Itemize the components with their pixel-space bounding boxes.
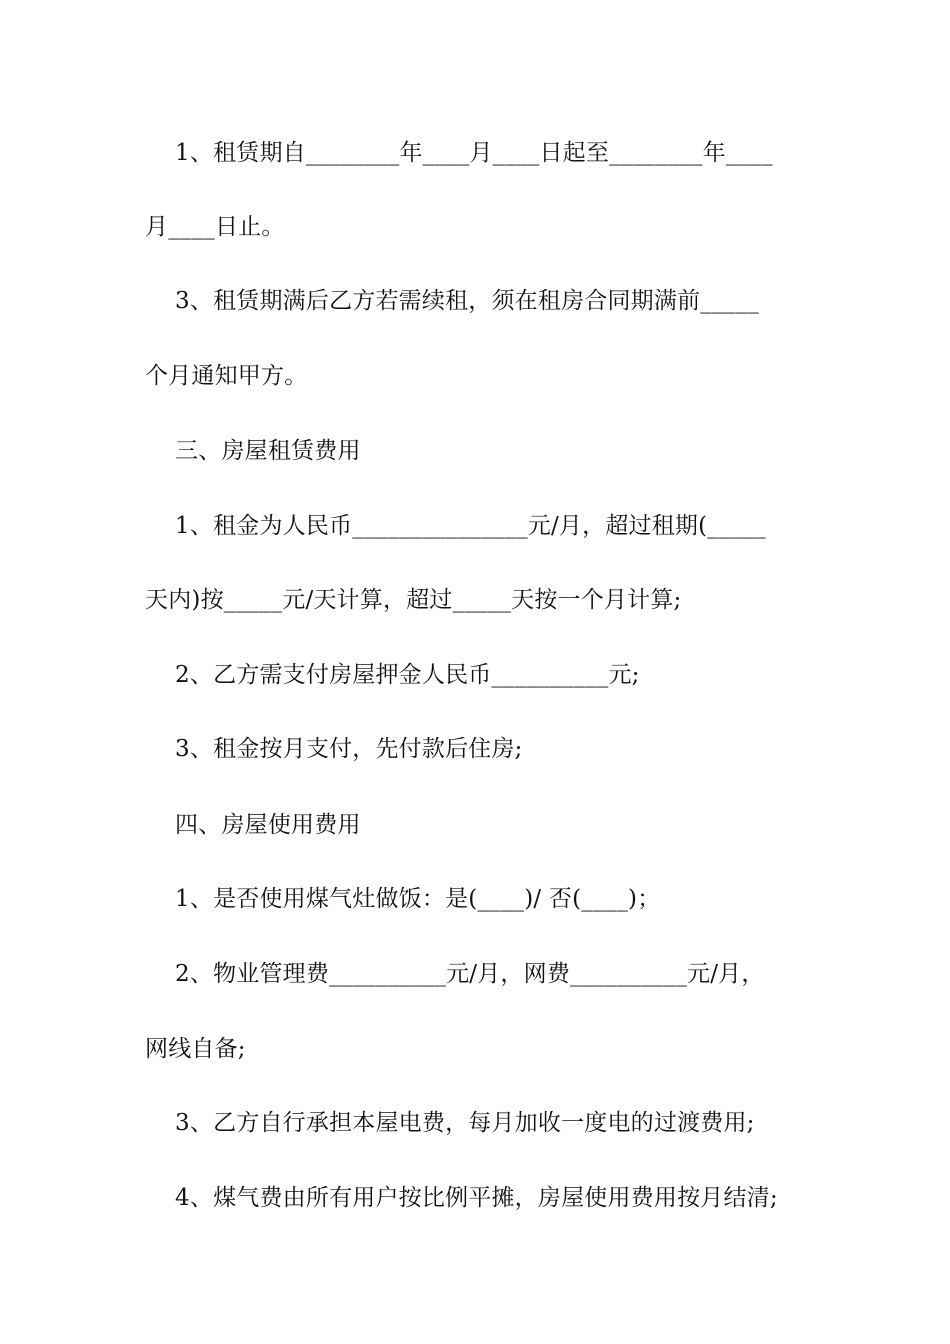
rent-amount-line-2: 天内)按_____元/天计算，超过_____天按一个月计算; — [145, 587, 682, 613]
electricity-fee-line: 3、乙方自行承担本屋电费，每月加收一度电的过渡费用; — [145, 1110, 755, 1136]
lease-term-line-1: 1、租赁期自________年____月____日起至________年____ — [145, 140, 773, 166]
section-heading-rent-fees: 三、房屋租赁费用 — [145, 438, 361, 464]
payment-method-line: 3、租金按月支付，先付款后住房; — [145, 736, 523, 762]
property-fee-line-1: 2、物业管理费__________元/月，网费__________元/月， — [145, 961, 765, 987]
lease-term-line-2: 月____日止。 — [145, 214, 285, 240]
deposit-line: 2、乙方需支付房屋押金人民币__________元; — [145, 662, 640, 688]
rent-amount-line-1: 1、租金为人民币_______________元/月，超过租期(_____ — [145, 513, 766, 539]
section-heading-usage-fees: 四、房屋使用费用 — [145, 812, 361, 838]
gas-stove-line: 1、是否使用煤气灶做饭：是(____)/ 否(____)； — [145, 886, 661, 912]
gas-fee-line: 4、煤气费由所有用户按比例平摊，房屋使用费用按月结清; — [145, 1185, 778, 1211]
renewal-line-2: 个月通知甲方。 — [145, 363, 308, 389]
renewal-line-1: 3、租赁期满后乙方若需续租，须在租房合同期满前_____ — [145, 288, 759, 314]
property-fee-line-2: 网线自备; — [145, 1036, 246, 1062]
